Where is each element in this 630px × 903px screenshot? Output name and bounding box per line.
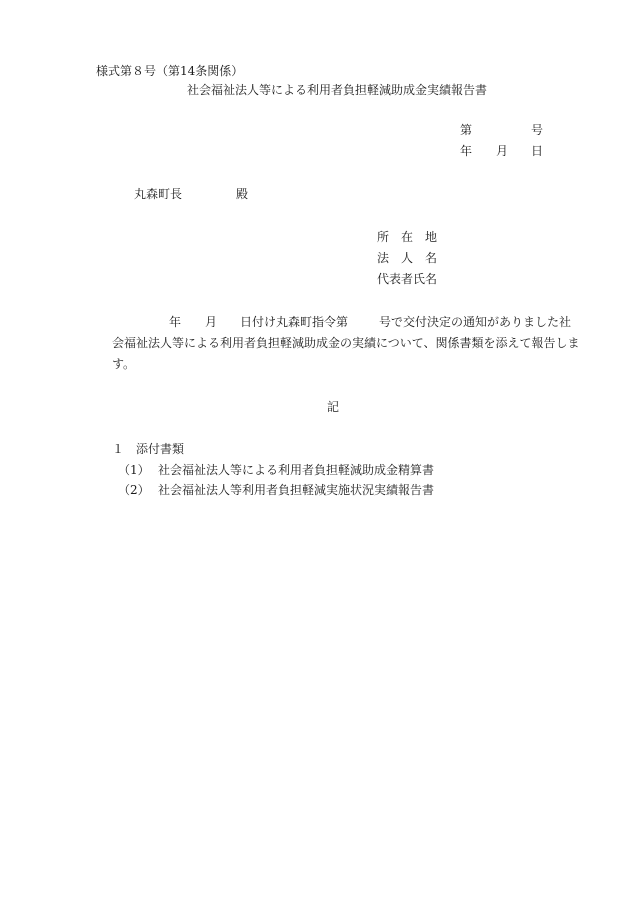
date-year-label: 年: [460, 144, 473, 158]
form-number: 様式第８号（第14条関係）: [96, 64, 244, 78]
attachment-item-text: 社会福祉法人等による利用者負担軽減助成金精算書: [158, 463, 435, 477]
addressee-name: 丸森町長: [134, 187, 183, 201]
doc-number-suffix: 号: [531, 123, 544, 137]
address-label: 所 在 地: [377, 230, 438, 244]
attachment-item-text: 社会福祉法人等利用者負担軽減実施状況実績報告書: [158, 483, 435, 497]
body-notice-text: 号で交付決定の通知がありました社: [379, 315, 572, 329]
date-month-label: 月: [496, 144, 509, 158]
attachment-item-number: （2）: [118, 483, 150, 497]
body-year-label: 年: [169, 315, 182, 329]
addressee-honorific: 殿: [236, 187, 249, 201]
date-day-label: 日: [531, 144, 544, 158]
body-month-label: 月: [205, 315, 218, 329]
body-reference-text: 日付け丸森町指令第: [240, 315, 349, 329]
ki-heading: 記: [327, 400, 340, 414]
doc-number-prefix: 第: [460, 123, 473, 137]
body-line-3: す。: [112, 357, 136, 371]
corporation-name-label: 法 人 名: [377, 251, 438, 265]
representative-name-label: 代表者氏名: [377, 272, 438, 286]
attachments-heading: １ 添付書類: [112, 442, 185, 456]
attachment-item-number: （1）: [118, 463, 150, 477]
body-line-2: 会福祉法人等による利用者負担軽減助成金の実績について、関係書類を添えて報告しま: [112, 336, 580, 350]
document-title: 社会福祉法人等による利用者負担軽減助成金実績報告書: [187, 83, 488, 97]
